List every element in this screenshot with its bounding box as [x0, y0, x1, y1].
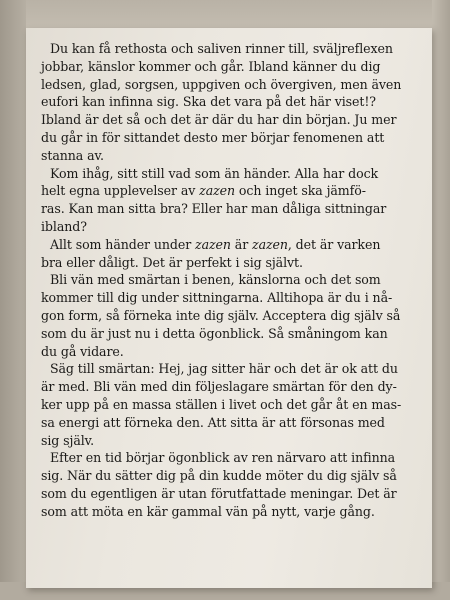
text-body: [41, 40, 421, 521]
text-line: ibland?: [41, 218, 87, 234]
paragraph: [41, 360, 421, 449]
text-line: bra eller dåligt. Det är perfekt i sig självt.: [41, 254, 303, 270]
text-line: Du kan få rethosta och saliven rinner till, sväljreflexen: [50, 41, 393, 56]
text-line: är med. Bli vän med din följeslagare smärtan för den dy-: [41, 379, 397, 395]
text-line: eufori kan infinna sig. Ska det vara på det här viset!?: [41, 94, 376, 110]
text-line: ker upp på en massa ställen i livet och det går åt en mas-: [41, 396, 402, 412]
printed-text-panel: [26, 28, 432, 588]
text-line: som att möta en kär gammal vän på nytt, varje gång.: [41, 503, 375, 519]
text-line: Säg till smärtan: Hej, jag sitter här och det är ok att du: [50, 361, 398, 377]
paragraph: [41, 165, 421, 236]
wall-background: [0, 0, 450, 30]
text-line: sig själv.: [41, 432, 95, 448]
text-line: ledsen, glad, sorgsen, uppgiven och övergiven, men även: [41, 76, 402, 92]
wall-right-edge: [432, 0, 450, 600]
italic-term: zazen: [195, 236, 231, 252]
text-line: du gå vidare.: [41, 343, 124, 359]
text-line: Kom ihåg, sitt still vad som än händer. Alla har dock: [50, 165, 379, 181]
italic-term: zazen: [199, 183, 236, 199]
text-line: helt egna upplevelser av zazen och inget ska jämfö-: [41, 183, 366, 199]
text-line: gon form, så förneka inte dig själv. Acceptera dig själv så: [41, 307, 401, 323]
text-line: som du egentligen är utan förutfattade meningar. Det är: [41, 485, 397, 501]
paragraph: [41, 236, 421, 272]
text-line: jobbar, känslor kommer och går. Ibland känner du dig: [41, 58, 381, 74]
text-line: kommer till dig under sittningarna. Alltihopa är du i nå-: [41, 290, 393, 306]
paragraph: [41, 449, 421, 520]
paragraph: [41, 271, 421, 360]
text-line: sa energi att förneka den. Att sitta är att försonas med: [41, 414, 385, 430]
text-line: Allt som händer under zazen är zazen, det är varken: [50, 236, 381, 252]
text-line: Efter en tid börjar ögonblick av ren närvaro att infinna: [50, 450, 396, 466]
text-line: Ibland är det så och det är där du har din början. Ju mer: [41, 112, 397, 128]
text-line: sig. När du sätter dig på din kudde möter du dig själv så: [41, 468, 397, 484]
paragraph: [41, 40, 421, 165]
wall-left-shadow: [0, 0, 26, 600]
text-line: ras. Kan man sitta bra? Eller har man dåliga sittningar: [41, 201, 387, 217]
text-line: Bli vän med smärtan i benen, känslorna och det som: [50, 272, 381, 288]
text-line: stanna av.: [41, 147, 104, 163]
text-line: du går in för sittandet desto mer börjar fenomenen att: [41, 129, 385, 145]
text-line: som du är just nu i detta ögonblick. Så småningom kan: [41, 325, 388, 341]
italic-term: zazen: [252, 236, 288, 252]
